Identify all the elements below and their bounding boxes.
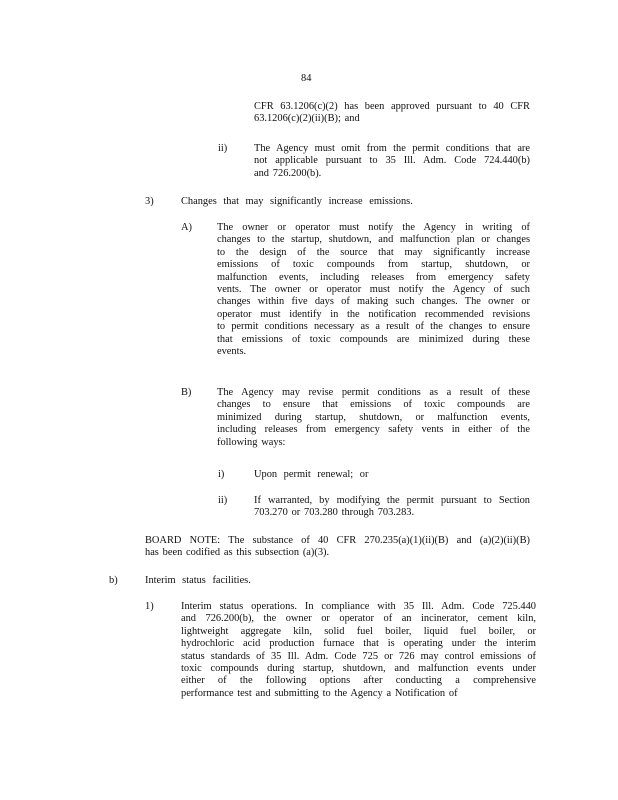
item-B-i-text: Upon permit renewal; or: [254, 469, 369, 480]
text-line: If warranted, by modifying the permit pursuant to Section: [254, 495, 530, 506]
text-line: minimized during startup, shutdown, or malfunction events,: [217, 411, 530, 423]
item-ii-label: ii): [218, 143, 228, 154]
item-b-heading: Interim status facilities.: [145, 575, 251, 586]
text-line: and 726.200(b), the owner or operator of an incinerator, cement kiln,: [181, 613, 536, 625]
text-line: Interim status operations. In compliance with 35 Ill. Adm. Code 725.440: [181, 601, 536, 612]
text-line: The Agency may revise permit conditions as a result of these: [217, 387, 530, 398]
text-line: to permit conditions necessary as a result of the changes to ensure: [217, 321, 530, 333]
top-fragment-paragraph: [254, 101, 530, 126]
text-line: changes to the startup, shutdown, and malfunction plan or changes: [217, 234, 530, 246]
item-B-i-label: i): [218, 469, 225, 480]
text-line: has been codified as this subsection (a)(3).: [145, 547, 330, 559]
text-line: operator must identify in the notification recommended revisions: [217, 308, 530, 320]
text-line: including releases from emergency safety vents in either of the: [217, 424, 530, 436]
item-3-label: 3): [145, 196, 154, 207]
text-line: and 726.200(b).: [254, 167, 322, 179]
text-line: events.: [217, 346, 247, 358]
text-line: hydrochloric acid production furnace that is operating under the interim: [181, 638, 536, 650]
text-line: emissions of toxic compounds from startup, shutdown, or: [217, 259, 530, 271]
item-3-heading: Changes that may significantly increase emissions.: [181, 196, 413, 207]
text-line: malfunction events, including releases from emergency safety: [217, 271, 530, 283]
text-line: lightweight aggregate kiln, solid fuel boiler, liquid fuel boiler, or: [181, 625, 536, 637]
item-A-paragraph: [217, 222, 530, 358]
text-line: not applicable pursuant to 35 Ill. Adm. Code 724.440(b): [254, 155, 530, 167]
item-B-ii-label: ii): [218, 495, 228, 506]
text-line: performance test and submitting to the Agency a Notification of: [181, 687, 458, 699]
text-line: The Agency must omit from the permit conditions that are: [254, 143, 530, 154]
item-B-paragraph: [217, 387, 530, 449]
text-line: either of the following options after conducting a comprehensive: [181, 675, 536, 687]
item-B-label: B): [181, 387, 192, 398]
text-line: vents. The owner or operator must notify the Agency of such: [217, 284, 530, 296]
text-line: The owner or operator must notify the Agency in writing of: [217, 222, 530, 233]
text-line: status standards of 35 Ill. Adm. Code 725 or 726 may control emissions of: [181, 650, 536, 662]
text-line: to the design of the source that may significantly increase: [217, 246, 530, 258]
text-line: toxic compounds during startup, shutdown, and malfunction events under: [181, 663, 536, 675]
text-line: 63.1206(c)(2)(ii)(B); and: [254, 113, 360, 125]
page-number: 84: [301, 73, 312, 84]
item-A-label: A): [181, 222, 192, 233]
item-B-ii-paragraph: [254, 495, 530, 520]
item-b-1-label: 1): [145, 601, 154, 612]
board-note: [145, 535, 530, 560]
text-line: 703.270 or 703.280 through 703.283.: [254, 507, 415, 519]
item-ii-paragraph: [254, 143, 530, 180]
text-line: changes to ensure that emissions of toxic compounds are: [217, 399, 530, 411]
item-b-1-paragraph: [181, 601, 536, 700]
text-line: CFR 63.1206(c)(2) has been approved pursuant to 40 CFR: [254, 101, 530, 112]
text-line: following ways:: [217, 436, 286, 448]
text-line: changes within five days of making such changes. The owner or: [217, 296, 530, 308]
text-line: that emissions of toxic compounds are minimized during these: [217, 333, 530, 345]
text-line: BOARD NOTE: The substance of 40 CFR 270.235(a)(1)(ii)(B) and (a)(2)(ii)(B): [145, 535, 530, 546]
item-b-label: b): [109, 575, 118, 586]
